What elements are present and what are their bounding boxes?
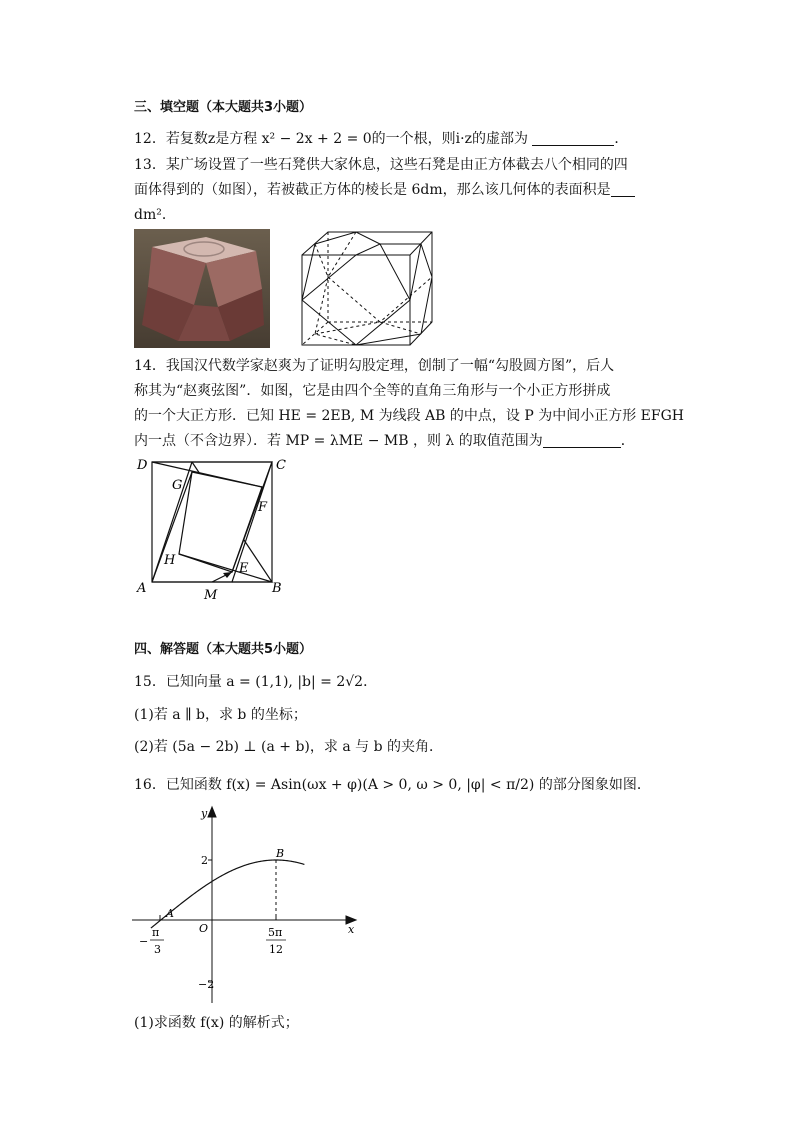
question-14-end: ． [620,433,635,449]
question-13-line-2 [134,180,635,200]
question-15-line-2: (1)若 a ∥ b，求 b 的坐标； [134,707,307,723]
x-axis-label: x [348,923,355,936]
neg-tick-numerator: π [152,926,160,939]
truncated-cube-diagram [298,228,436,348]
question-13-line-2-text: 面体得到的（如图），若被截正方体的棱长是 6dm，那么该几何体的表面积是 [134,182,611,198]
y-axis-label: y [201,807,208,820]
answer-blank-14[interactable] [543,433,621,448]
label-F: F [258,500,268,515]
question-15-line-1: 15．已知向量 a = (1,1), |b| = 2√2． [134,674,378,690]
question-14-line-3: 的一个大正方形．已知 HE = 2EB, M 为线段 AB 的中点，设 P 为中间小正方形 EFGH [134,408,685,424]
neg-tick-denominator: 3 [154,943,161,956]
question-15-line-3: (2)若 (5a − 2b) ⊥ (a + b)，求 a 与 b 的夹角． [134,739,443,755]
sine-graph [128,805,363,1007]
question-16-line-1: 16．已知函数 f(x) = Asin(ωx + φ)(A > 0, ω > 0, |φ| < π/2) 的部分图象如图． [134,777,651,793]
question-14-line-2: 称其为“赵爽弦图”．如图，它是由四个全等的直角三角形与一个小正方形拼成 [134,383,611,399]
label-G: G [172,478,183,493]
question-12-end: ． [614,131,629,147]
label-M: M [204,588,218,603]
label-A: A [137,581,147,596]
question-16-line-2: (1)求函数 f(x) 的解析式； [134,1015,299,1031]
label-B: B [272,581,282,596]
y-tick-minus-2: −2 [198,978,215,991]
pos-tick-denominator: 12 [269,943,283,956]
stone-stool-photo [134,229,270,348]
question-14-line-4-text: 内一点（不含边界）．若 MP = λME − MB ，则 λ 的取值范围为 [134,433,543,449]
question-12 [134,129,628,149]
section-3-heading: 三、填空题（本大题共3小题） [134,100,313,115]
answer-blank-12[interactable] [532,131,614,146]
point-b-label: B [276,847,285,860]
point-a-label: A [166,907,174,920]
question-14-line-4 [134,431,635,451]
question-13-line-1: 13．某广场设置了一些石凳供大家休息，这些石凳是由正方体截去八个相同的四 [134,157,628,173]
neg-sign: − [139,935,149,948]
answer-blank-13[interactable] [611,182,635,197]
y-tick-2: 2 [201,854,208,867]
question-13-line-3: dm²． [134,207,176,223]
zhao-shuang-diagram [132,454,302,604]
section-4-heading: 四、解答题（本大题共5小题） [134,642,313,657]
pos-tick-numerator: 5π [268,926,283,939]
origin-label: O [199,922,209,935]
label-D: D [137,458,148,473]
label-C: C [276,458,286,473]
label-E: E [239,561,249,576]
question-12-text: 12．若复数z是方程 x² − 2x + 2 = 0的一个根，则i·z的虚部为 [134,131,528,147]
label-H: H [164,553,176,568]
question-14-line-1: 14．我国汉代数学家赵爽为了证明勾股定理，创制了一幅“勾股圆方图”，后人 [134,358,615,374]
